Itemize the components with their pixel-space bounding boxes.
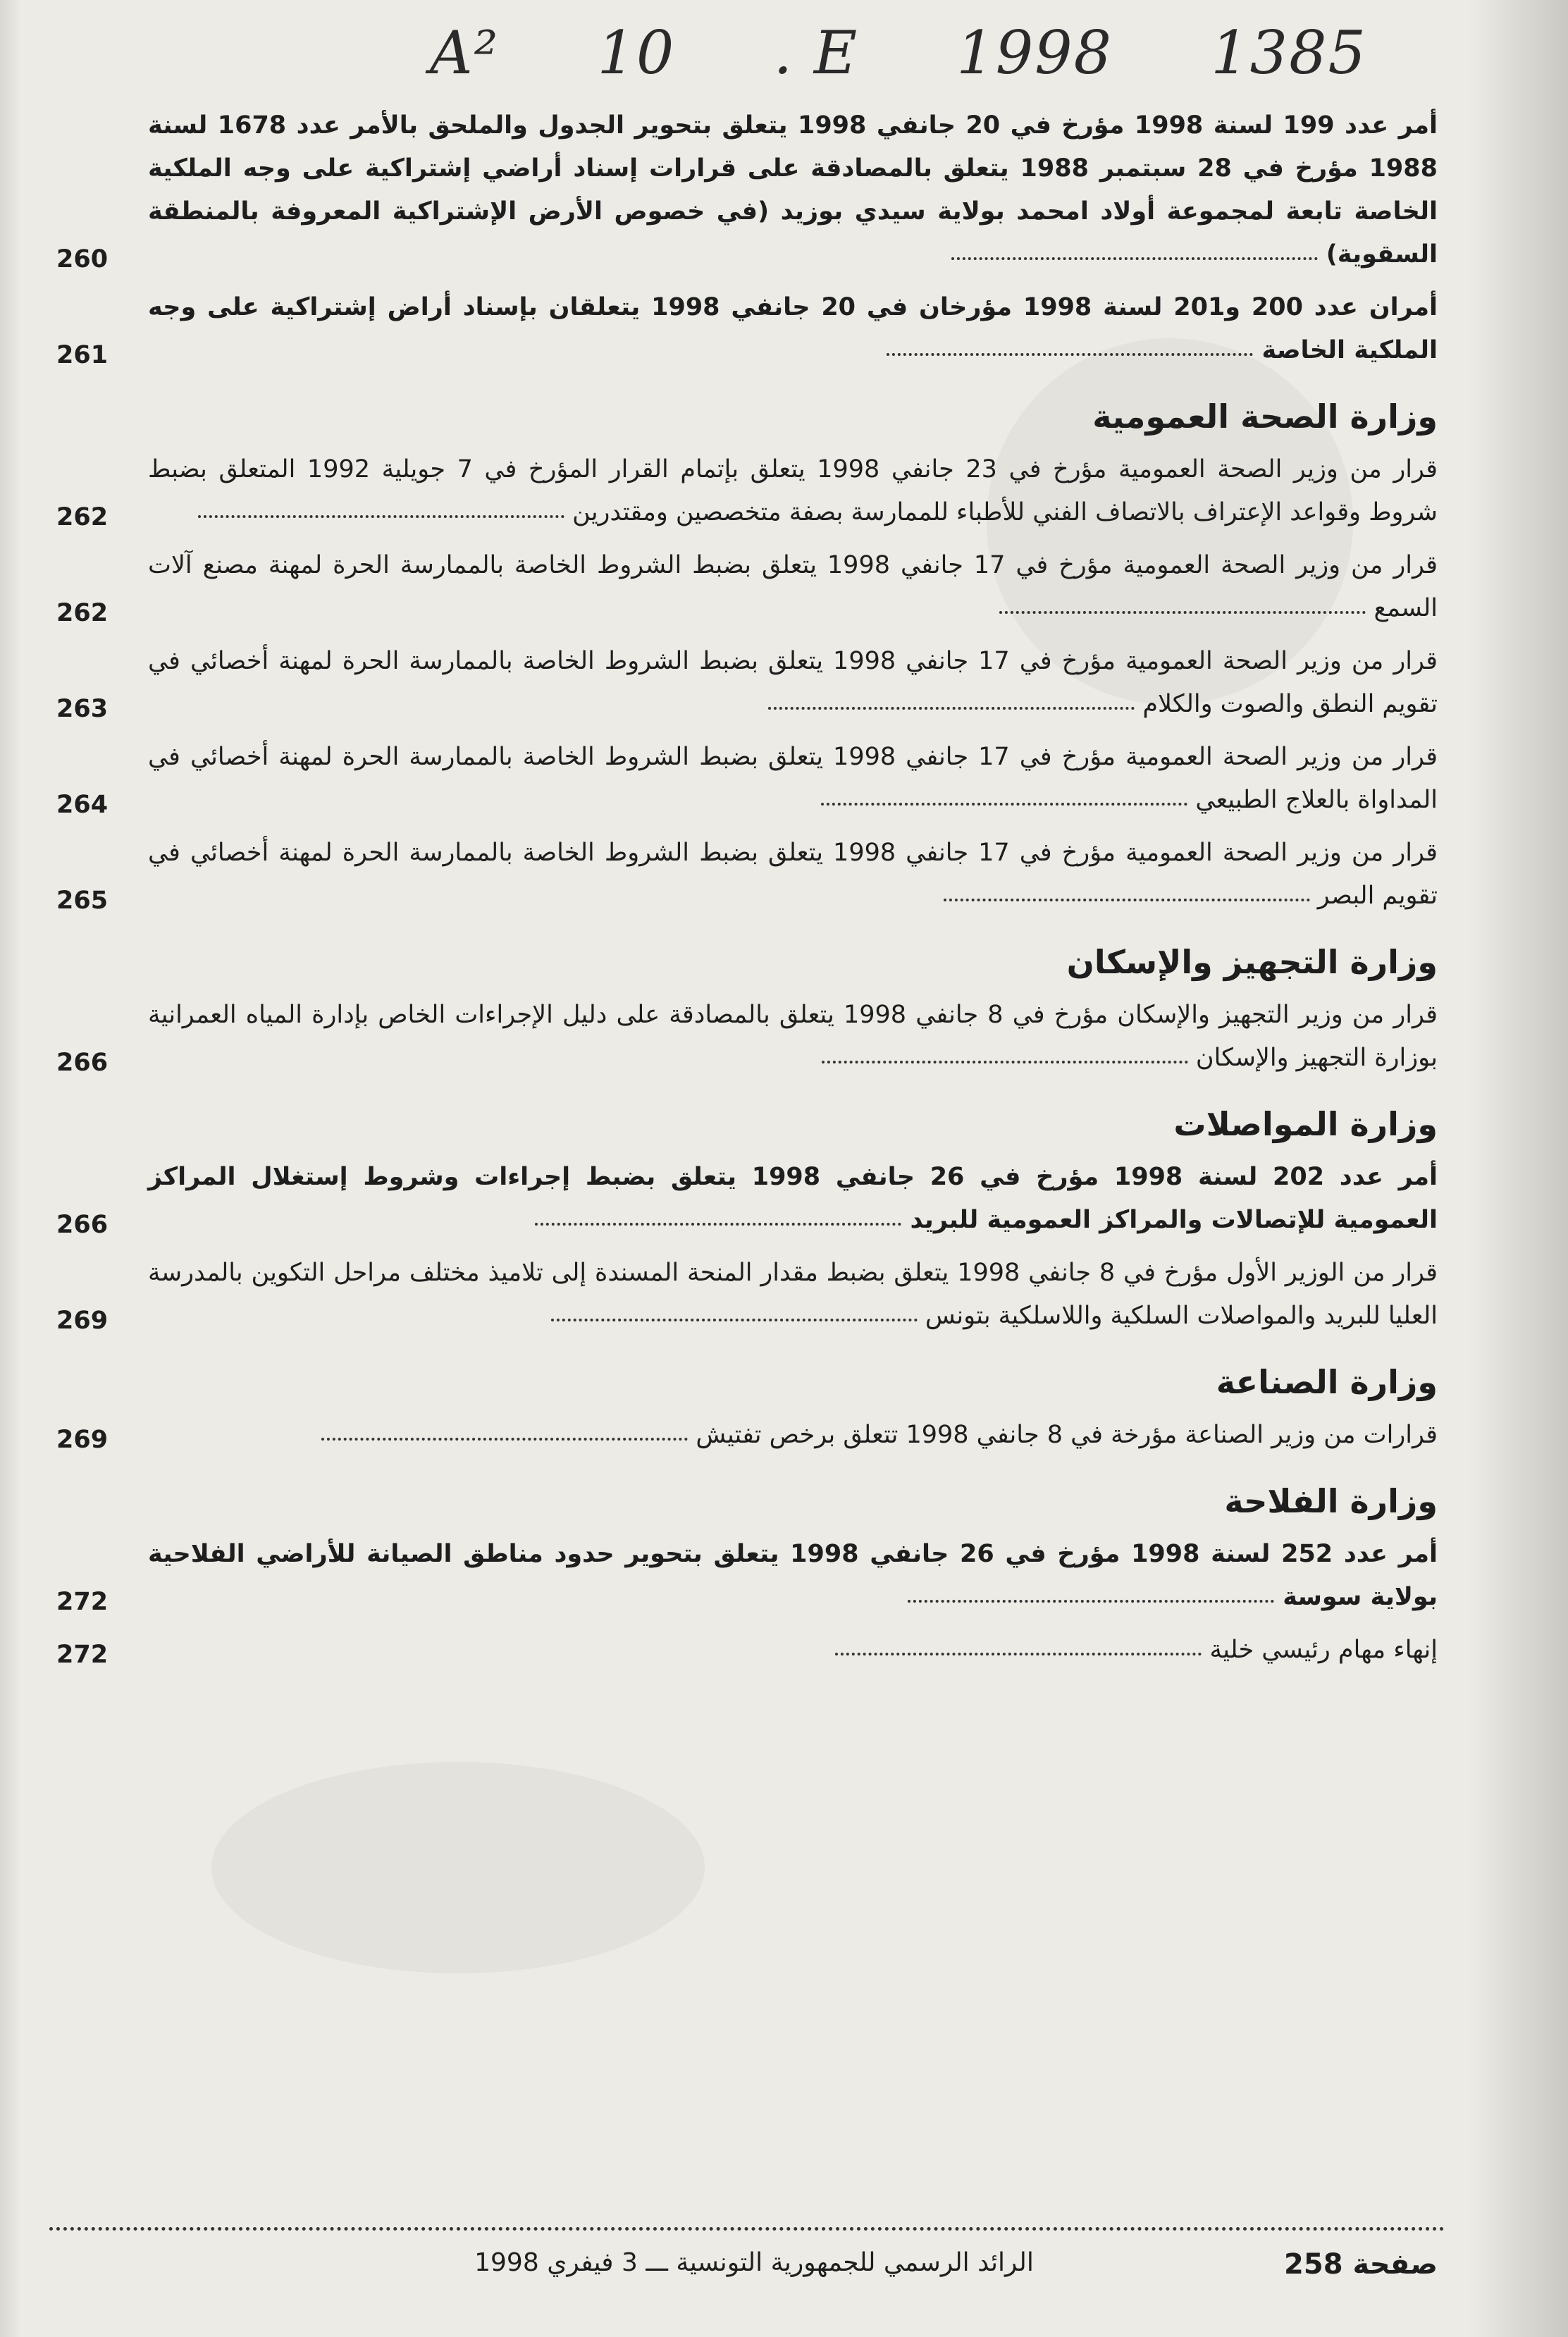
entry-text: قرارات من وزير الصناعة مؤرخة في 8 جانفي 1998 تتعلق برخص تفتيش (148, 1414, 1445, 1457)
toc-entry[interactable] (49, 832, 1445, 918)
toc-section (49, 104, 1445, 372)
entry-text: أمر عدد 252 لسنة 1998 مؤرخ في 26 جانفي 1998 يتعلق بتحوير حدود مناطق الصيانة للأراضي الفلاحية بولاية سوسة (148, 1540, 1438, 1611)
toc-entry[interactable] (49, 544, 1445, 630)
entry-text: قرار من وزير التجهيز والإسكان مؤرخ في 8 جانفي 1998 يتعلق بالمصادقة على دليل الإجراءات الخاص بإدارة المياه العمرانية بوزارة التجهيز والإسكان (148, 1001, 1438, 1072)
toc-section-equipment (49, 943, 1445, 1080)
entry-text: قرار من وزير الصحة العمومية مؤرخ في 23 جانفي 1998 يتعلق بإتمام القرار المؤرخ في 7 جويلية 1992 المتعلق بضبط شروط وقواعد الإعتراف بالاتصاف الفني للأطباء للممارسة بصفة متخصصين ومقتدرين (148, 455, 1438, 526)
toc-section-communications (49, 1105, 1445, 1338)
toc-section-health (49, 397, 1445, 918)
toc-entry[interactable] (49, 448, 1445, 534)
entry-text: إنهاء مهام رئيسي خلية (148, 1629, 1445, 1672)
toc-entry[interactable] (49, 104, 1445, 276)
handwritten-note: 1998 (956, 18, 1113, 87)
handwritten-note: . E (773, 18, 859, 87)
entry-text: قرار من وزير الصحة العمومية مؤرخ في 17 جانفي 1998 يتعلق بضبط الشروط الخاصة بالممارسة الحرة لمهنة أخصائي في تقويم البصر (148, 839, 1438, 910)
section-heading: وزارة التجهيز والإسكان (1066, 943, 1438, 981)
page-footer (49, 2248, 1445, 2290)
journal-title: الرائد الرسمي للجمهورية التونسية ـــ 3 فيفري 1998 (474, 2248, 1034, 2277)
section-heading: وزارة المواصلات (1173, 1105, 1438, 1143)
toc-entry[interactable] (49, 640, 1445, 726)
toc-entry[interactable] (49, 286, 1445, 372)
entry-page-number: 266 (56, 1211, 109, 1239)
scan-edge-shadow (1469, 0, 1568, 2337)
entry-text: قرار من الوزير الأول مؤرخ في 8 جانفي 1998 يتعلق بضبط مقدار المنحة المسندة إلى تلاميذ مختلف مراحل التكوين بالمدرسة العليا للبريد والمواصلات السلكية واللاسلكية بتونس (148, 1259, 1438, 1330)
entry-page-number: 260 (56, 245, 109, 273)
toc-entry[interactable] (49, 994, 1445, 1080)
toc-section-industry (49, 1363, 1445, 1457)
toc-entry[interactable] (49, 1414, 1445, 1457)
entry-page-number: 272 (56, 1588, 109, 1616)
handwritten-note: 1385 (1211, 18, 1367, 87)
footer-divider (49, 2227, 1445, 2231)
entry-page-number: 264 (56, 791, 109, 819)
entry-page-number: 265 (56, 887, 109, 915)
entry-text: أمر عدد 202 لسنة 1998 مؤرخ في 26 جانفي 1998 يتعلق بضبط إجراءات وشروط إستغلال المراكز العمومية للإتصالات والمراكز العمومية للبريد (148, 1163, 1438, 1234)
entry-text: أمران عدد 200 و201 لسنة 1998 مؤرخان في 20 جانفي 1998 يتعلقان بإسناد أراض إشتراكية على وجه الملكية الخاصة (148, 293, 1438, 364)
section-heading: وزارة الصحة العمومية (1092, 397, 1438, 436)
page-number-label: صفحة 258 (1284, 2248, 1438, 2281)
entry-text: أمر عدد 199 لسنة 1998 مؤرخ في 20 جانفي 1998 يتعلق بتحوير الجدول والملحق بالأمر عدد 1678 لسنة 1988 مؤرخ في 28 سبتمبر 1988 يتعلق بالمصادقة على قرارات إسناد أراضي إشتراكية على وجه الملكية الخاصة تابعة لمجموعة أولاد امحمد بولاية سيدي بوزيد (في خصوص الأرض الإشتراكية المعروفة بالمنطقة السقوية) (148, 111, 1438, 269)
entry-page-number: 266 (56, 1049, 109, 1077)
entry-text: قرار من وزير الصحة العمومية مؤرخ في 17 جانفي 1998 يتعلق بضبط الشروط الخاصة بالممارسة الحرة لمهنة أخصائي في تقويم النطق والصوت والكلام (148, 647, 1438, 718)
handwritten-annotation (430, 14, 1367, 92)
entry-page-number: 269 (56, 1307, 109, 1335)
entry-page-number: 262 (56, 599, 109, 627)
toc-entry[interactable] (49, 1629, 1445, 1672)
entry-text: قرار من وزير الصحة العمومية مؤرخ في 17 جانفي 1998 يتعلق بضبط الشروط الخاصة بالممارسة الحرة لمهنة مصنع آلات السمع (148, 551, 1438, 622)
entry-text: قرار من وزير الصحة العمومية مؤرخ في 17 جانفي 1998 يتعلق بضبط الشروط الخاصة بالممارسة الحرة لمهنة أخصائي في المداواة بالعلاج الطبيعي (148, 743, 1438, 814)
toc-section-agriculture (49, 1482, 1445, 1672)
entry-page-number: 262 (56, 503, 109, 531)
scan-edge-shadow-left (0, 0, 21, 2337)
toc-entry[interactable] (49, 736, 1445, 822)
entry-page-number: 269 (56, 1426, 109, 1454)
handwritten-note: A² (430, 18, 500, 87)
entry-page-number: 261 (56, 341, 109, 369)
section-heading: وزارة الصناعة (1216, 1363, 1438, 1401)
section-heading: وزارة الفلاحة (1224, 1482, 1438, 1520)
handwritten-note: 10 (597, 18, 676, 87)
bleed-through-stain (211, 1762, 705, 1973)
entry-page-number: 263 (56, 695, 109, 723)
table-of-contents (49, 104, 1445, 1687)
toc-entry[interactable] (49, 1156, 1445, 1242)
toc-entry[interactable] (49, 1252, 1445, 1338)
toc-entry[interactable] (49, 1533, 1445, 1619)
entry-page-number: 272 (56, 1641, 109, 1669)
